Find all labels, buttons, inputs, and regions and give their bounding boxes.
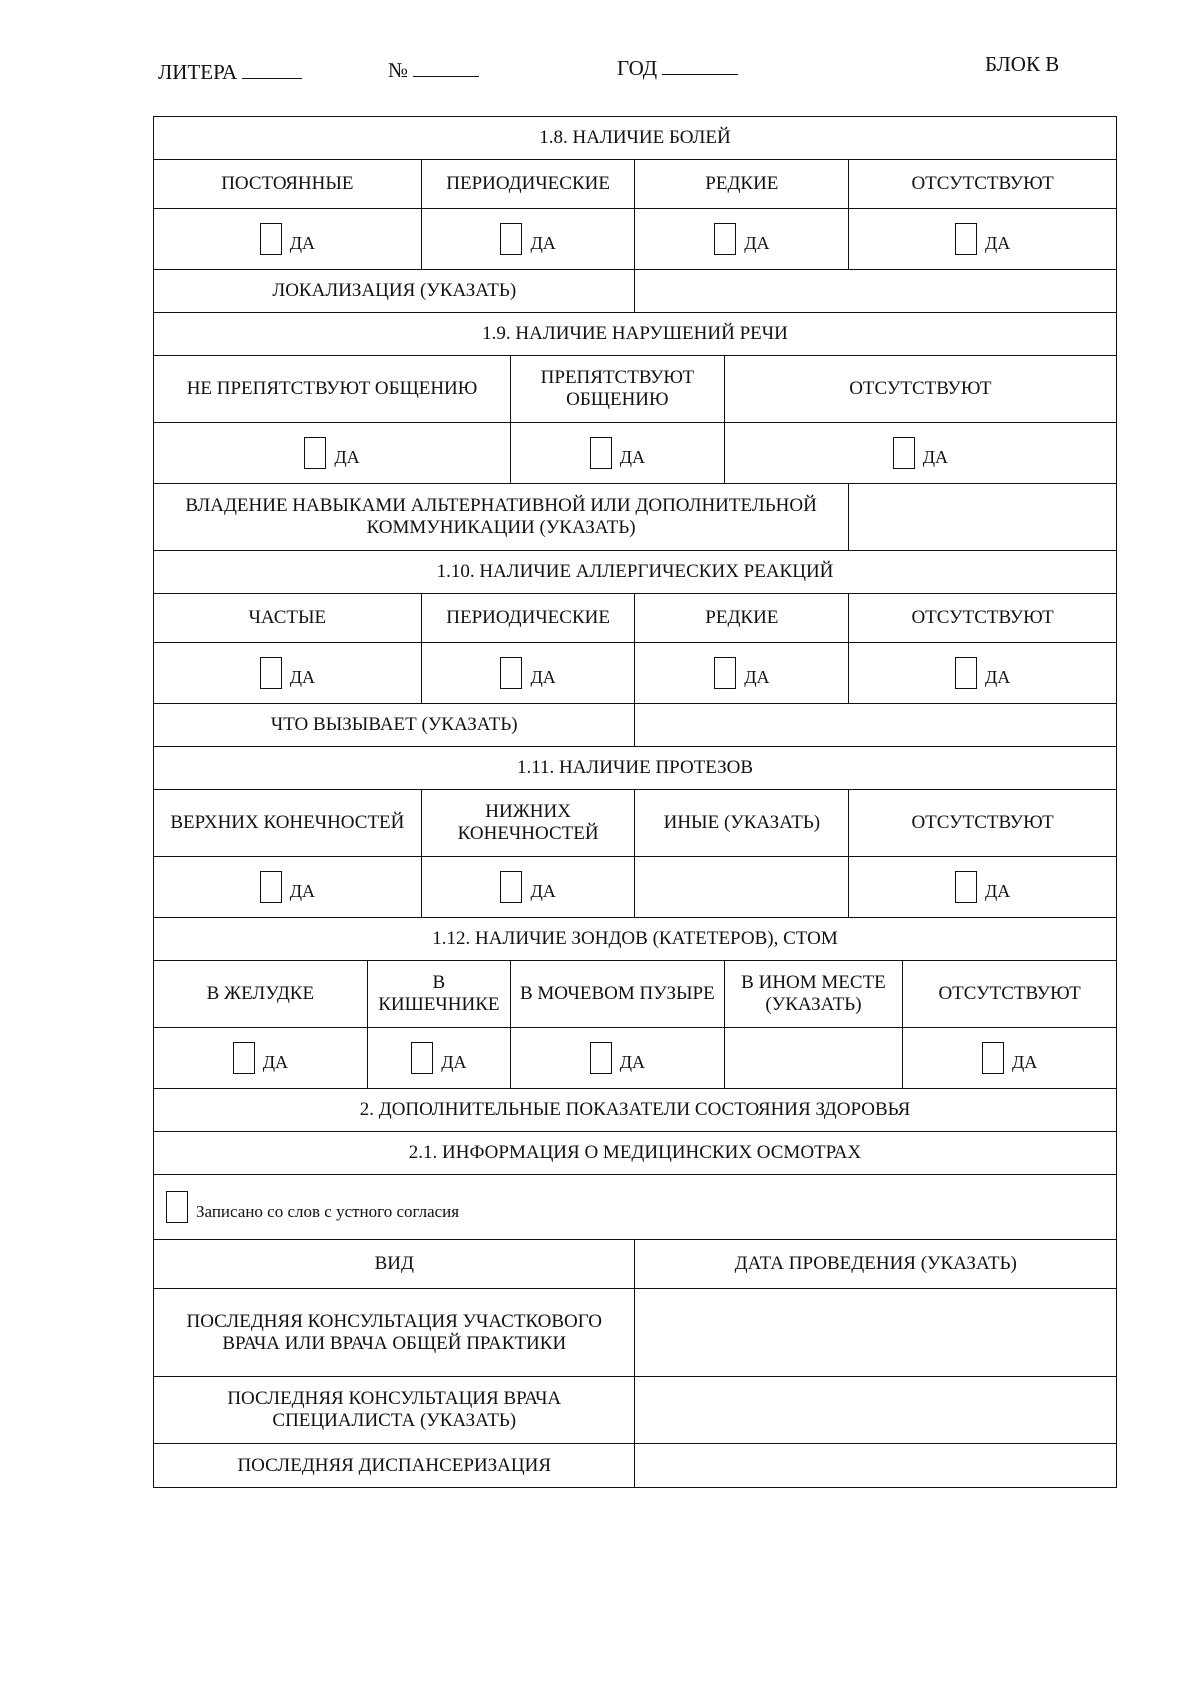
checkbox[interactable]: [260, 657, 282, 689]
section-title: 1.8. НАЛИЧИЕ БОЛЕЙ: [154, 117, 1117, 160]
checkbox-cell: [367, 1028, 510, 1089]
checkbox-cell: [421, 643, 635, 704]
other-place-input[interactable]: [724, 1028, 903, 1089]
yes-label: ДА: [744, 667, 770, 687]
yes-label: ДА: [619, 447, 645, 467]
section-1-11-header: [154, 747, 1117, 790]
section-1-8-localization: [154, 270, 1117, 313]
checkbox[interactable]: [893, 437, 915, 469]
section-1-10-header: [154, 551, 1117, 594]
section-title: 1.10. НАЛИЧИЕ АЛЛЕРГИЧЕСКИХ РЕАКЦИЙ: [154, 551, 1117, 594]
exam-date-input[interactable]: [635, 1444, 1117, 1488]
checkbox[interactable]: [411, 1042, 433, 1074]
checkbox-cell: [849, 643, 1117, 704]
section-1-12-checks: [154, 1028, 1117, 1089]
checkbox-cell: [635, 209, 849, 270]
col-label: ПОСТОЯННЫЕ: [154, 160, 422, 209]
section-1-8-checks: [154, 209, 1117, 270]
section-1-10-cause: [154, 704, 1117, 747]
col-label: В МОЧЕВОМ ПУЗЫРЕ: [511, 961, 725, 1028]
col-label: ВЕРХНИХ КОНЕЧНОСТЕЙ: [154, 790, 422, 857]
exam-label: ПОСЛЕДНЯЯ КОНСУЛЬТАЦИЯ УЧАСТКОВОГО ВРАЧА ИЛИ ВРАЧА ОБЩЕЙ ПРАКТИКИ: [154, 1289, 635, 1377]
checkbox[interactable]: [500, 223, 522, 255]
checkbox[interactable]: [955, 871, 977, 903]
checkbox-cell: [421, 209, 635, 270]
checkbox[interactable]: [590, 437, 612, 469]
checkbox-cell: [849, 209, 1117, 270]
section-2-header: [154, 1089, 1117, 1132]
yes-label: ДА: [262, 1052, 288, 1072]
checkbox[interactable]: [714, 223, 736, 255]
section-1-11-checks: [154, 857, 1117, 918]
col-label: В ИНОМ МЕСТЕ (УКАЗАТЬ): [724, 961, 903, 1028]
checkbox-cell: [511, 1028, 725, 1089]
checkbox[interactable]: [955, 223, 977, 255]
litera-label: ЛИТЕРА: [158, 60, 238, 84]
yes-label: ДА: [530, 233, 556, 253]
yes-label: ДА: [744, 233, 770, 253]
yes-label: ДА: [984, 233, 1011, 253]
checkbox[interactable]: [714, 657, 736, 689]
checkbox-cell: [154, 857, 422, 918]
yes-label: ДА: [984, 667, 1011, 687]
col-label: РЕДКИЕ: [635, 160, 849, 209]
exam-date-input[interactable]: [635, 1377, 1117, 1444]
section-title: 1.11. НАЛИЧИЕ ПРОТЕЗОВ: [154, 747, 1117, 790]
col-label: ДАТА ПРОВЕДЕНИЯ (УКАЗАТЬ): [635, 1240, 1117, 1289]
yes-label: ДА: [1011, 1052, 1038, 1072]
localization-label: ЛОКАЛИЗАЦИЯ (УКАЗАТЬ): [154, 270, 635, 313]
col-label: НИЖНИХ КОНЕЧНОСТЕЙ: [421, 790, 635, 857]
col-label: В КИШЕЧНИКЕ: [367, 961, 510, 1028]
exam-row: [154, 1377, 1117, 1444]
section-1-9-checks: [154, 423, 1117, 484]
consent-label: Записано со слов с устного согласия: [196, 1202, 460, 1221]
yes-label: ДА: [530, 881, 556, 901]
col-label: ПРЕПЯТСТВУЮТ ОБЩЕНИЮ: [511, 356, 725, 423]
year-field: [617, 56, 738, 81]
other-prosthesis-input[interactable]: [635, 857, 849, 918]
block-label: БЛОК В: [985, 52, 1060, 76]
checkbox-cell: [154, 643, 422, 704]
exam-label: ПОСЛЕДНЯЯ КОНСУЛЬТАЦИЯ ВРАЧА СПЕЦИАЛИСТА (УКАЗАТЬ): [154, 1377, 635, 1444]
consent-checkbox[interactable]: [166, 1191, 188, 1223]
checkbox[interactable]: [233, 1042, 255, 1074]
col-label: ОТСУТСТВУЮТ: [849, 594, 1117, 643]
number-field: [388, 58, 479, 83]
exam-label: ПОСЛЕДНЯЯ ДИСПАНСЕРИЗАЦИЯ: [154, 1444, 635, 1488]
col-label: В ЖЕЛУДКЕ: [154, 961, 368, 1028]
checkbox-cell: [154, 1028, 368, 1089]
section-1-9-header: [154, 313, 1117, 356]
section-1-12-columns: [154, 961, 1117, 1028]
section-title: 2. ДОПОЛНИТЕЛЬНЫЕ ПОКАЗАТЕЛИ СОСТОЯНИЯ ЗДОРОВЬЯ: [154, 1089, 1117, 1132]
localization-input[interactable]: [635, 270, 1117, 313]
yes-label: ДА: [619, 1052, 645, 1072]
yes-label: ДА: [530, 667, 556, 687]
checkbox[interactable]: [590, 1042, 612, 1074]
section-1-10-checks: [154, 643, 1117, 704]
exams-columns: [154, 1240, 1117, 1289]
section-1-8-header: [154, 117, 1117, 160]
yes-label: ДА: [334, 447, 360, 467]
cause-input[interactable]: [635, 704, 1117, 747]
col-label: ОТСУТСТВУЮТ: [849, 160, 1117, 209]
cause-label: ЧТО ВЫЗЫВАЕТ (УКАЗАТЬ): [154, 704, 635, 747]
checkbox[interactable]: [982, 1042, 1004, 1074]
health-form-table: [153, 116, 1117, 1488]
number-label: №: [388, 58, 409, 82]
col-label: ПЕРИОДИЧЕСКИЕ: [421, 160, 635, 209]
checkbox-cell: [154, 209, 422, 270]
consent-cell: [154, 1175, 1117, 1240]
year-label: ГОД: [617, 56, 658, 80]
section-2-1-header: [154, 1132, 1117, 1175]
number-blank[interactable]: [413, 58, 479, 77]
exam-row: [154, 1444, 1117, 1488]
litera-field: [158, 60, 302, 85]
checkbox-cell: [635, 643, 849, 704]
yes-label: ДА: [289, 233, 316, 253]
exam-date-input[interactable]: [635, 1289, 1117, 1377]
col-label: НЕ ПРЕПЯТСТВУЮТ ОБЩЕНИЮ: [154, 356, 511, 423]
section-1-9-columns: [154, 356, 1117, 423]
yes-label: ДА: [984, 881, 1011, 901]
litera-blank[interactable]: [242, 60, 302, 79]
section-title: 2.1. ИНФОРМАЦИЯ О МЕДИЦИНСКИХ ОСМОТРАХ: [154, 1132, 1117, 1175]
checkbox[interactable]: [260, 223, 282, 255]
section-title: 1.9. НАЛИЧИЕ НАРУШЕНИЙ РЕЧИ: [154, 313, 1117, 356]
yes-label: ДА: [922, 447, 948, 467]
col-label: ОТСУТСТВУЮТ: [903, 961, 1117, 1028]
checkbox-cell: [724, 423, 1116, 484]
col-label: РЕДКИЕ: [635, 594, 849, 643]
alt-comm-input[interactable]: [849, 484, 1117, 551]
col-label: ОТСУТСТВУЮТ: [724, 356, 1116, 423]
checkbox-cell: [154, 423, 511, 484]
col-label: ИНЫЕ (УКАЗАТЬ): [635, 790, 849, 857]
consent-row: [154, 1175, 1117, 1240]
col-label: ЧАСТЫЕ: [154, 594, 422, 643]
section-1-8-columns: [154, 160, 1117, 209]
exam-row: [154, 1289, 1117, 1377]
section-1-10-columns: [154, 594, 1117, 643]
section-1-9-alt-comm: [154, 484, 1117, 551]
checkbox-cell: [903, 1028, 1117, 1089]
checkbox-cell: [421, 857, 635, 918]
checkbox[interactable]: [304, 437, 326, 469]
section-1-12-header: [154, 918, 1117, 961]
checkbox[interactable]: [500, 657, 522, 689]
yes-label: ДА: [441, 1052, 467, 1072]
alt-comm-label: ВЛАДЕНИЕ НАВЫКАМИ АЛЬТЕРНАТИВНОЙ ИЛИ ДОПОЛНИТЕЛЬНОЙ КОММУНИКАЦИИ (УКАЗАТЬ): [154, 484, 849, 551]
checkbox[interactable]: [500, 871, 522, 903]
section-title: 1.12. НАЛИЧИЕ ЗОНДОВ (КАТЕТЕРОВ), СТОМ: [154, 918, 1117, 961]
yes-label: ДА: [289, 667, 316, 687]
col-label: ВИД: [154, 1240, 635, 1289]
checkbox[interactable]: [260, 871, 282, 903]
year-blank[interactable]: [662, 56, 738, 75]
col-label: ПЕРИОДИЧЕСКИЕ: [421, 594, 635, 643]
checkbox[interactable]: [955, 657, 977, 689]
section-1-11-columns: [154, 790, 1117, 857]
yes-label: ДА: [289, 881, 316, 901]
checkbox-cell: [849, 857, 1117, 918]
col-label: ОТСУТСТВУЮТ: [849, 790, 1117, 857]
checkbox-cell: [511, 423, 725, 484]
